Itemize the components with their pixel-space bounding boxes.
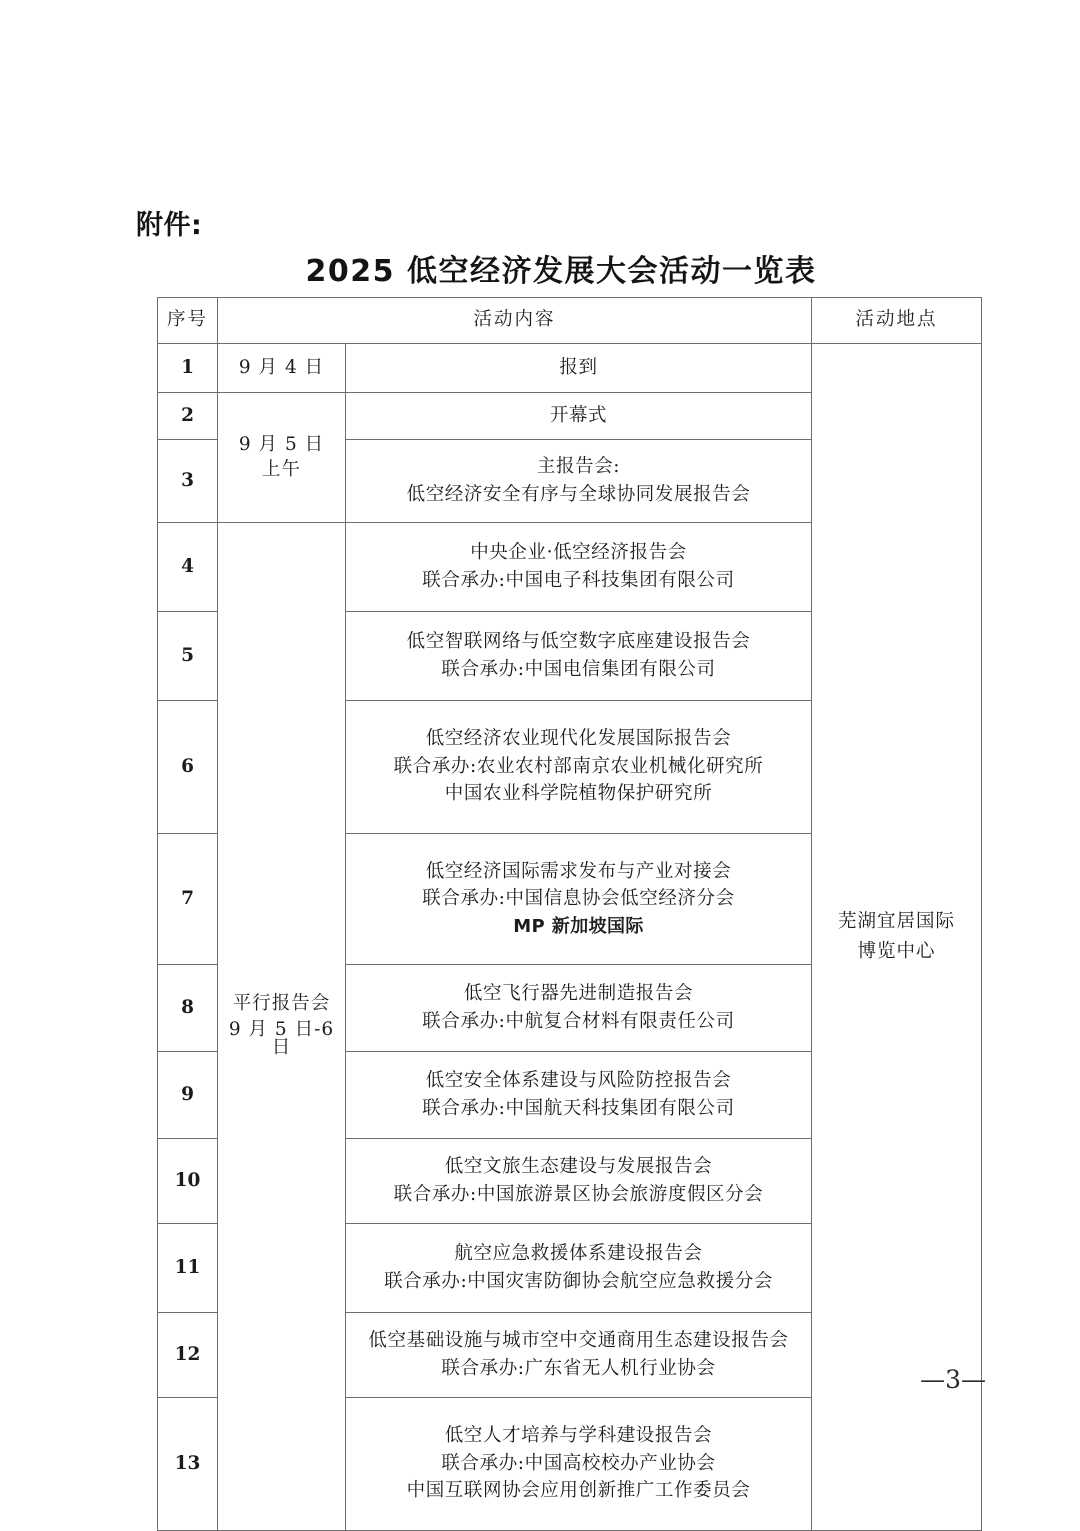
row-number: 3 [158, 440, 218, 523]
content-line: 低空经济农业现代化发展国际报告会 [425, 728, 732, 750]
content-line: 中国农业科学院植物保护研究所 [444, 783, 713, 805]
content-line: 低空文旅生态建设与发展报告会 [444, 1156, 713, 1177]
column-header-content: 活动内容 [218, 298, 812, 344]
row-number: 2 [158, 393, 218, 440]
row-venue [812, 344, 982, 1531]
row-content [346, 834, 812, 965]
row-content [346, 440, 812, 523]
page-title: 2025 低空经济发展大会活动一览表 [305, 254, 817, 289]
content-line: 低空经济安全有序与全球协同发展报告会 [406, 483, 751, 505]
row-number: 12 [158, 1313, 218, 1398]
content-line: 联合承办:中国灾害防御协会航空应急救援分会 [384, 1270, 773, 1292]
row-number: 6 [158, 701, 218, 834]
schedule-table-wrapper [157, 297, 981, 1531]
row-content [346, 965, 812, 1052]
content-line: 开幕式 [549, 404, 608, 426]
row-content [346, 344, 812, 393]
row-content [346, 1224, 812, 1313]
content-line: 联合承办:农业农村部南京农业机械化研究所 [393, 755, 764, 777]
row-number: 5 [158, 612, 218, 701]
date-line-2: 9 月 5 日-6 日 [228, 1018, 335, 1059]
table-row [158, 344, 982, 393]
row-number: 8 [158, 965, 218, 1052]
table-header-row [158, 298, 982, 344]
content-line: 低空智联网络与低空数字底座建设报告会 [406, 631, 751, 652]
content-line: 低空安全体系建设与风险防控报告会 [425, 1070, 732, 1091]
row-content [346, 523, 812, 612]
content-line-mp: MP 新加坡国际 [513, 915, 644, 937]
schedule-table [157, 297, 982, 1531]
row-number: 10 [158, 1139, 218, 1224]
row-date: 9 月 4 日 [218, 344, 346, 393]
date-line-2: 上午 [261, 459, 301, 480]
row-number: 4 [158, 523, 218, 612]
content-line: 报到 [559, 356, 598, 378]
content-line: 联合承办:广东省无人机行业协会 [441, 1357, 716, 1379]
column-header-venue: 活动地点 [812, 298, 982, 344]
row-date [218, 393, 346, 523]
row-number: 7 [158, 834, 218, 965]
row-number: 9 [158, 1052, 218, 1139]
content-line: 航空应急救援体系建设报告会 [454, 1243, 703, 1264]
row-number: 1 [158, 344, 218, 393]
row-content [346, 1398, 812, 1531]
row-number: 11 [158, 1224, 218, 1313]
date-line-1: 9 月 5 日 [238, 433, 325, 455]
content-line: 主报告会: [536, 456, 621, 477]
attachment-label: 附件: [136, 210, 203, 241]
row-content [346, 701, 812, 834]
row-content [346, 612, 812, 701]
venue-line-1: 芜湖宜居国际 [838, 910, 956, 932]
row-number: 13 [158, 1398, 218, 1531]
page-number: —3— [920, 1365, 986, 1394]
content-line: 中央企业·低空经济报告会 [470, 542, 687, 563]
content-line: 低空基础设施与城市空中交通商用生态建设报告会 [368, 1330, 789, 1351]
column-header-no: 序号 [158, 298, 218, 344]
venue-line-2: 博览中心 [857, 941, 936, 962]
content-line: 联合承办:中航复合材料有限责任公司 [422, 1010, 735, 1032]
content-line: 联合承办:中国电子科技集团有限公司 [422, 569, 735, 591]
content-line: 中国互联网协会应用创新推广工作委员会 [406, 1480, 751, 1502]
content-line: 低空经济国际需求发布与产业对接会 [425, 860, 732, 882]
content-line: 联合承办:中国电信集团有限公司 [441, 658, 716, 680]
content-line: 低空人才培养与学科建设报告会 [444, 1425, 713, 1447]
content-line: 联合承办:中国旅游景区协会旅游度假区分会 [393, 1183, 764, 1205]
row-content [346, 1139, 812, 1224]
row-content [346, 1052, 812, 1139]
content-line: 低空飞行器先进制造报告会 [463, 983, 694, 1004]
content-line: 联合承办:中国信息协会低空经济分会 [422, 888, 735, 909]
content-line: 联合承办:中国高校校办产业协会 [441, 1452, 716, 1474]
content-line: 联合承办:中国航天科技集团有限公司 [422, 1097, 735, 1119]
row-content [346, 393, 812, 440]
date-line-1: 平行报告会 [232, 993, 331, 1015]
